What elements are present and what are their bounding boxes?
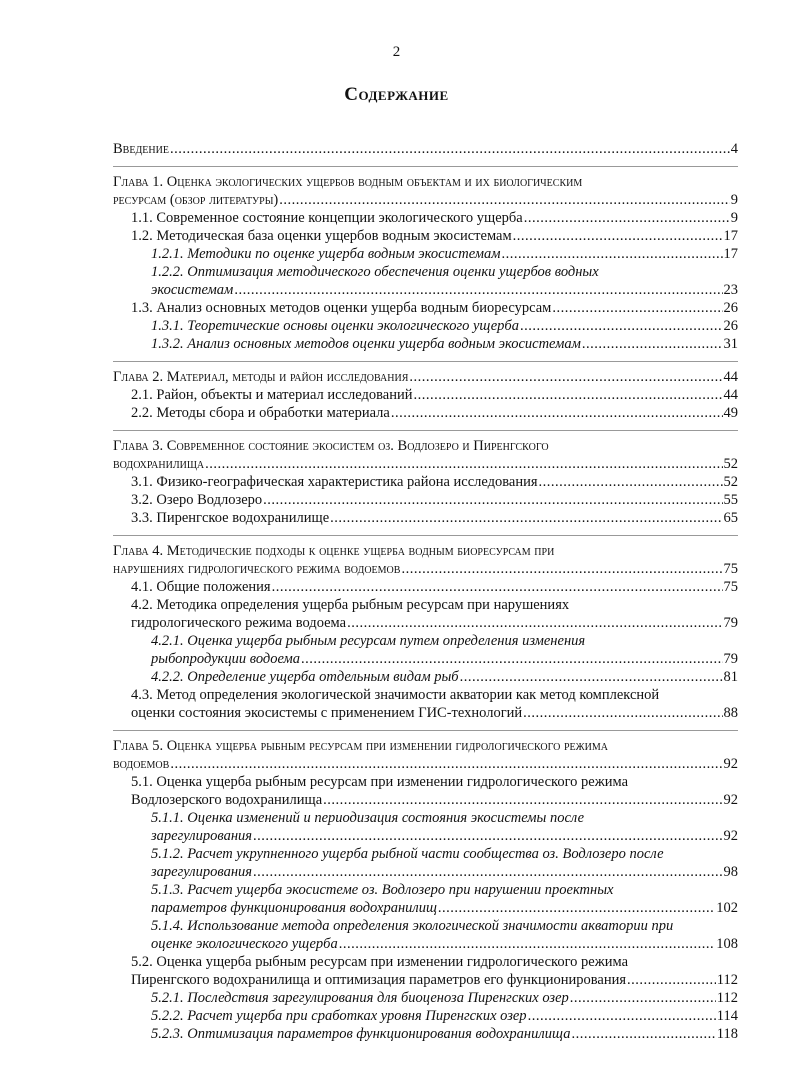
toc-subsection-entry[interactable] — [113, 668, 738, 686]
chapter-divider — [113, 166, 738, 167]
toc-page-number: 118 — [716, 1026, 738, 1042]
toc-entry-text: рыбопродукции водоема — [151, 651, 301, 667]
toc-chapter-entry[interactable] — [113, 437, 738, 473]
toc-entry-text: 1.2.1. Методики по оценке ущерба водным экосистемам — [151, 246, 501, 262]
toc-subsection-entry[interactable] — [113, 809, 738, 845]
toc-page-number: 26 — [723, 300, 738, 316]
toc-entry-text: водоемов — [113, 756, 170, 772]
dot-leader — [414, 386, 723, 404]
toc-chapter-entry[interactable] — [113, 368, 738, 386]
toc-entry-text: Глава 3. Современное состояние экосистем оз. Водлозеро и Пиренгского — [113, 438, 549, 454]
toc-entry-text: 1.2. Методическая база оценки ущербов водным экосистемам — [131, 228, 512, 244]
toc-page-number: 4 — [730, 141, 738, 157]
toc-entry-text: 5.1.1. Оценка изменений и периодизация состояния экосистемы после — [151, 810, 585, 826]
chapter-divider — [113, 430, 738, 431]
toc-page-number: 75 — [723, 561, 738, 577]
dot-leader — [339, 935, 716, 953]
toc-section-entry[interactable] — [113, 578, 738, 596]
toc-subsection-entry[interactable] — [113, 632, 738, 668]
toc-entry-text: оценки состояния экосистемы с применением ГИС-технологий — [131, 705, 523, 721]
page-number: 2 — [392, 44, 401, 60]
toc-page-number: 114 — [716, 1008, 738, 1024]
dot-leader — [528, 1007, 716, 1025]
toc-page-number: 75 — [723, 579, 738, 595]
toc-page-number: 88 — [723, 705, 738, 721]
toc-entry-text: экосистемам — [151, 282, 234, 298]
toc-entry-text: 4.2.1. Оценка ущерба рыбным ресурсам путем определения изменения — [151, 633, 586, 649]
toc-page-number: 52 — [723, 456, 738, 472]
toc-subsection-entry[interactable] — [113, 845, 738, 881]
toc-entry-text: 1.1. Современное состояние концепции экологического ущерба — [131, 210, 523, 226]
toc-page-number: 102 — [716, 900, 738, 916]
toc-entry-text: Водлозерского водохранилища — [131, 792, 323, 808]
toc-entry-text: 5.2.2. Расчет ущерба при сработках уровня Пиренгских озер — [151, 1008, 527, 1024]
toc-section-entry[interactable] — [113, 404, 738, 422]
toc-entry-text: 1.3.2. Анализ основных методов оценки ущерба водным экосистемам — [151, 336, 581, 352]
toc-page-number: 112 — [716, 990, 738, 1006]
chapter-divider — [113, 535, 738, 536]
toc-section-entry[interactable] — [113, 386, 738, 404]
toc-page-number: 44 — [723, 369, 738, 385]
toc-page-number: 92 — [723, 756, 738, 772]
table-of-contents — [113, 140, 738, 1043]
toc-entry-text: оценке экологического ущерба — [151, 936, 338, 952]
toc-subsection-entry[interactable] — [113, 335, 738, 353]
toc-entry-text: 3.2. Озеро Водлозеро — [131, 492, 263, 508]
toc-entry-text: Введение — [113, 141, 169, 157]
dot-leader — [401, 560, 722, 578]
dot-leader — [572, 1025, 716, 1043]
toc-subsection-entry[interactable] — [113, 989, 738, 1007]
toc-section-entry[interactable] — [113, 299, 738, 317]
toc-page-number: 79 — [723, 651, 738, 667]
toc-chapter-entry[interactable] — [113, 542, 738, 578]
dot-leader — [582, 335, 723, 353]
toc-page-number: 79 — [723, 615, 738, 631]
dot-leader — [301, 650, 722, 668]
toc-section-entry[interactable] — [113, 773, 738, 809]
toc-page-number: 98 — [723, 864, 738, 880]
toc-subsection-entry[interactable] — [113, 263, 738, 299]
toc-entry-text: 2.1. Район, объекты и материал исследований — [131, 387, 413, 403]
toc-entry-text: зарегулирования — [151, 828, 252, 844]
toc-entry-text: гидрологического режима водоема — [131, 615, 347, 631]
toc-page-number: 23 — [723, 282, 738, 298]
toc-section-entry[interactable] — [113, 509, 738, 527]
toc-entry-text: 2.2. Методы сбора и обработки материала — [131, 405, 390, 421]
dot-leader — [524, 209, 730, 227]
dot-leader — [253, 827, 723, 845]
toc-page-number: 31 — [723, 336, 738, 352]
toc-subsection-entry[interactable] — [113, 245, 738, 263]
toc-chapter-entry[interactable] — [113, 140, 738, 158]
toc-entry-text: 4.1. Общие положения — [131, 579, 271, 595]
toc-page-number: 9 — [730, 192, 738, 208]
toc-entry-text: ресурсам (обзор литературы) — [113, 192, 279, 208]
toc-entry-text: Глава 1. Оценка экологических ущербов водным объектам и их биологическим — [113, 174, 583, 190]
toc-entry-text: 1.3. Анализ основных методов оценки ущерба водным биоресурсам — [131, 300, 552, 316]
toc-entry-text: 3.1. Физико-географическая характеристика района исследования — [131, 474, 538, 490]
toc-page-number: 55 — [723, 492, 738, 508]
toc-entry-text: 1.3.1. Теоретические основы оценки экологического ущерба — [151, 318, 519, 334]
dot-leader — [330, 509, 722, 527]
toc-subsection-entry[interactable] — [113, 1007, 738, 1025]
toc-page-number: 44 — [723, 387, 738, 403]
toc-chapter-entry[interactable] — [113, 737, 738, 773]
dot-leader — [234, 281, 722, 299]
dot-leader — [391, 404, 723, 422]
toc-entry-text: 3.3. Пиренгское водохранилище — [131, 510, 330, 526]
toc-section-entry[interactable] — [113, 596, 738, 632]
toc-page-number: 65 — [723, 510, 738, 526]
dot-leader — [460, 668, 723, 686]
toc-entry-text: 5.2. Оценка ущерба рыбным ресурсам при изменении гидрологического режима — [131, 954, 629, 970]
dot-leader — [570, 989, 716, 1007]
toc-entry-text: нарушениях гидрологического режима водоемов — [113, 561, 401, 577]
toc-page-number: 108 — [716, 936, 738, 952]
toc-section-entry[interactable] — [113, 491, 738, 509]
dot-leader — [520, 317, 723, 335]
toc-entry-text: 5.1.2. Расчет укрупненного ущерба рыбной части сообщества оз. Водлозеро после — [151, 846, 664, 862]
toc-entry-text: 5.1.3. Расчет ущерба экосистеме оз. Водлозеро при нарушении проектных — [151, 882, 614, 898]
dot-leader — [205, 455, 722, 473]
toc-subsection-entry[interactable] — [113, 881, 738, 917]
toc-entry-text: 4.3. Метод определения экологической значимости акватории как метод комплексной — [131, 687, 660, 703]
toc-page-number: 81 — [723, 669, 738, 685]
toc-entry-text: параметров функционирования водохранилищ — [151, 900, 437, 916]
dot-leader — [552, 299, 722, 317]
dot-leader — [170, 755, 722, 773]
toc-page-number: 49 — [723, 405, 738, 421]
dot-leader — [502, 245, 723, 263]
page-title: Содержание — [344, 84, 449, 105]
dot-leader — [272, 578, 723, 596]
dot-leader — [513, 227, 723, 245]
dot-leader — [170, 140, 730, 158]
dot-leader — [523, 704, 722, 722]
toc-entry-text: Глава 2. Материал, методы и район исследования — [113, 369, 409, 385]
toc-entry-text: 4.2. Методика определения ущерба рыбным ресурсам при нарушениях — [131, 597, 570, 613]
dot-leader — [323, 791, 722, 809]
dot-leader — [409, 368, 722, 386]
dot-leader — [438, 899, 715, 917]
toc-subsection-entry[interactable] — [113, 917, 738, 953]
toc-entry-text: зарегулирования — [151, 864, 252, 880]
dot-leader — [347, 614, 722, 632]
toc-entry-text: Глава 5. Оценка ущерба рыбным ресурсам при изменении гидрологического режима — [113, 738, 608, 754]
toc-page-number: 92 — [723, 792, 738, 808]
dot-leader — [627, 971, 716, 989]
toc-page-number: 17 — [723, 228, 738, 244]
toc-section-entry[interactable] — [113, 209, 738, 227]
toc-chapter-entry[interactable] — [113, 173, 738, 209]
chapter-divider — [113, 361, 738, 362]
toc-entry-text: Пиренгского водохранилища и оптимизация параметров его функционирования — [131, 972, 627, 988]
toc-entry-text: водохранилища — [113, 456, 205, 472]
toc-page-number: 17 — [723, 246, 738, 262]
toc-page-number: 112 — [716, 972, 738, 988]
toc-section-entry[interactable] — [113, 686, 738, 722]
toc-subsection-entry[interactable] — [113, 317, 738, 335]
toc-entry-text: 5.1.4. Использование метода определения экологической значимости акватории при — [151, 918, 674, 934]
toc-entry-text: Глава 4. Методические подходы к оценке ущерба водным биоресурсам при — [113, 543, 555, 559]
toc-section-entry[interactable] — [113, 953, 738, 989]
toc-section-entry[interactable] — [113, 227, 738, 245]
toc-entry-text: 5.1. Оценка ущерба рыбным ресурсам при изменении гидрологического режима — [131, 774, 629, 790]
chapter-divider — [113, 730, 738, 731]
toc-page-number: 92 — [723, 828, 738, 844]
toc-section-entry[interactable] — [113, 473, 738, 491]
toc-page-number: 26 — [723, 318, 738, 334]
dot-leader — [539, 473, 723, 491]
dot-leader — [279, 191, 730, 209]
toc-entry-text: 5.2.3. Оптимизация параметров функционирования водохранилища — [151, 1026, 571, 1042]
toc-subsection-entry[interactable] — [113, 1025, 738, 1043]
toc-page-number: 52 — [723, 474, 738, 490]
toc-entry-text: 4.2.2. Определение ущерба отдельным видам рыб — [151, 669, 459, 685]
toc-entry-text: 5.2.1. Последствия зарегулирования для биоценоза Пиренгских озер — [151, 990, 569, 1006]
toc-page-number: 9 — [730, 210, 738, 226]
dot-leader — [253, 863, 723, 881]
dot-leader — [263, 491, 722, 509]
toc-entry-text: 1.2.2. Оптимизация методического обеспечения оценки ущербов водных — [151, 264, 599, 280]
